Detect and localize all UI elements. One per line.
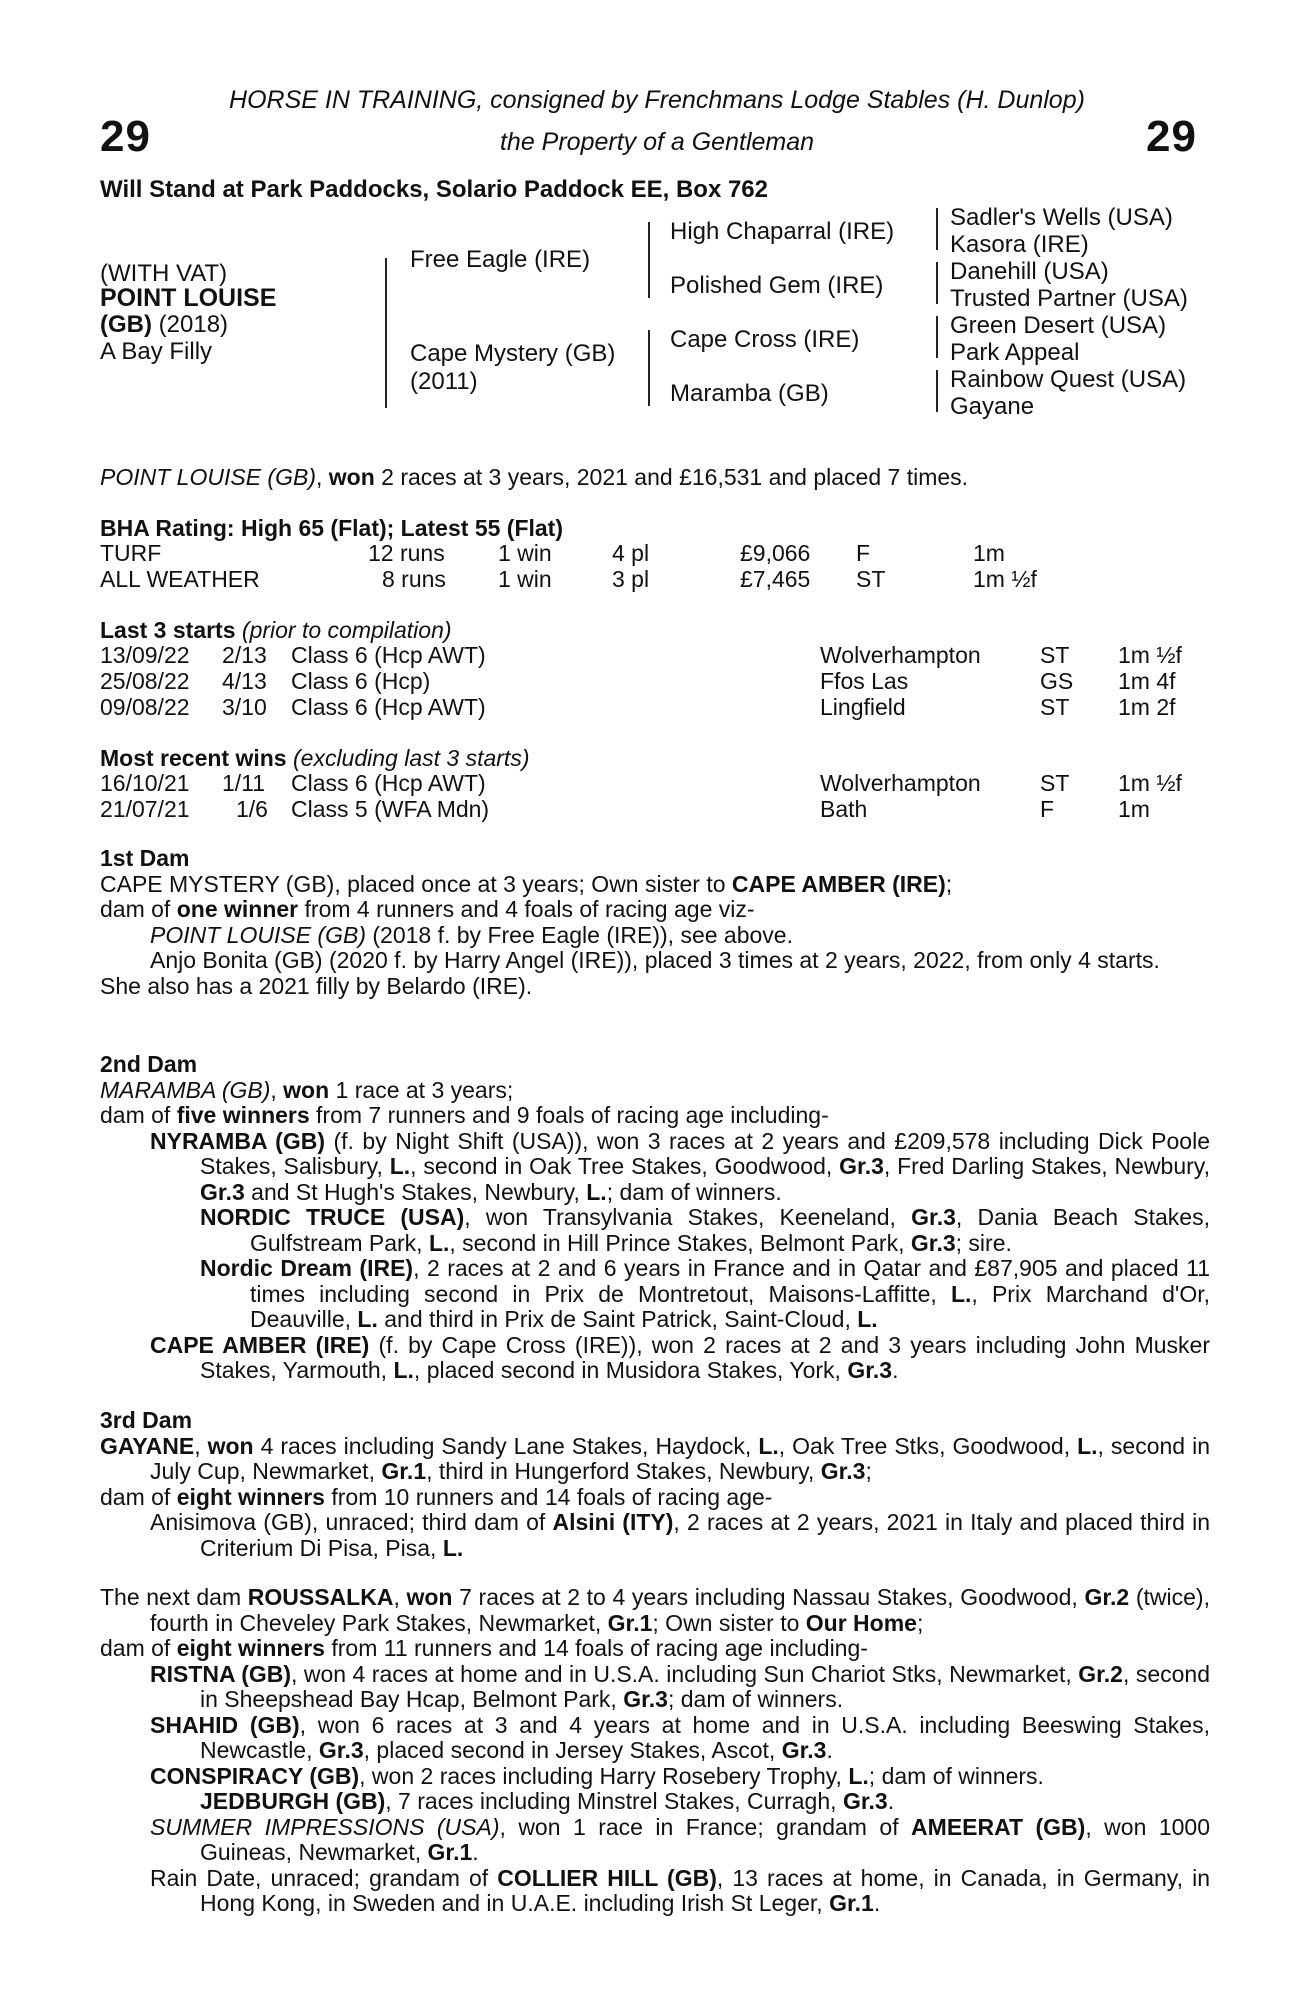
recent-course-2: Bath [820,796,868,822]
last3-dist-1: 1m ½f [1118,642,1182,668]
last3-course-2: Ffos Las [820,668,909,694]
vat-label: (WITH VAT) [100,260,228,287]
cape-amber-entry: CAPE AMBER (IRE) (f. by Cape Cross (IRE)), won 2 races at 2 and 3 years including John Musker Stakes, Yarmouth, L., placed second in Musidora Stakes, York, Gr.3. [150,1331,1210,1383]
last3-date-2: 25/08/22 [100,668,190,694]
first-dam-heading: 1st Dam [100,845,190,871]
pedigree-gen3-7: Rainbow Quest (USA) [950,366,1187,393]
rain-date-entry: Rain Date, unraced; grandam of COLLIER HILL (GB), 13 races at home, in Canada, in Germany, in Hong Kong, in Sweden and in U.A.E. including Irish St Leger, Gr.1. [150,1864,1210,1916]
horse-year: (2018) [158,311,229,338]
recent-pos-1: 1/11 [222,770,266,796]
rating-aw-pl: 3 pl [612,566,650,592]
last3-course-1: Wolverhampton [820,642,981,668]
rating-turf-pl: 4 pl [612,540,650,566]
race-summary: POINT LOUISE (GB), won 2 races at 3 years, 2021 and £16,531 and placed 7 times. [100,464,969,490]
pedigree-gen3-2: Kasora (IRE) [950,231,1089,258]
recent-race-1: Class 6 (Hcp AWT) [291,770,486,796]
last3-dist-3: 1m 2f [1118,694,1176,720]
rating-aw-going: ST [856,566,886,592]
last3-title: Last 3 starts [100,617,236,643]
sire-name: Free Eagle (IRE) [410,246,591,273]
dam-year: (2011) [410,368,478,395]
recent-dist-2: 1m [1118,796,1150,822]
rating-turf-dist: 1m [973,540,1005,566]
recent-note: (excluding last 3 starts) [286,745,530,771]
recent-race-2: Class 5 (WFA Mdn) [291,796,490,822]
pedigree-brace-sire [648,222,650,298]
third-dam-line2: dam of eight winners from 10 runners and 14 foals of racing age- [100,1483,773,1510]
next-dam-line2: dam of eight winners from 11 runners and 14 foals of racing age including- [100,1635,868,1661]
rating-aw-runs: 8 runs [382,566,446,592]
recent-title: Most recent wins [100,745,287,771]
dam-name: Cape Mystery (GB) [410,340,616,367]
consignment-line: HORSE IN TRAINING, consigned by Frenchmans Lodge Stables (H. Dunlop) [229,86,1085,114]
location-line: Will Stand at Park Paddocks, Solario Paddock EE, Box 762 [100,176,769,203]
second-dam-heading: 2nd Dam [100,1051,198,1077]
pedigree-gen3-3: Danehill (USA) [950,258,1109,285]
rating-aw-wins: 1 win [498,566,552,592]
pedigree-gen2-3: Cape Cross (IRE) [670,326,860,353]
roussalka-entry: The next dam ROUSSALKA, won 7 races at 2 to 4 years including Nassau Stakes, Goodwood, Gr.2 (twice), fourth in Cheveley Park Stakes, Newmarket, Gr.1; Own sister to Our Home; [100,1584,1210,1636]
next-dam-section [100,1585,1210,1917]
anisimova-entry: Anisimova (GB), unraced; third dam of Alsini (ITY), 2 races at 2 years, 2021 in Italy and placed third in Criterium Di Pisa, Pisa, L. [150,1509,1210,1561]
pedigree-gen2-2: Polished Gem (IRE) [670,272,884,299]
rating-turf-runs: 12 runs [368,540,445,566]
pedigree-gen3-5: Green Desert (USA) [950,312,1167,339]
second-dam-section [100,1052,1210,1384]
last3-race-3: Class 6 (Hcp AWT) [291,694,486,720]
shahid-entry: SHAHID (GB), won 6 races at 3 and 4 years at home and in U.S.A. including Beeswing Stakes, Newcastle, Gr.3, placed second in Jersey Stakes, Ascot, Gr.3. [150,1711,1210,1763]
last3-race-1: Class 6 (Hcp AWT) [291,642,486,668]
summary-name: POINT LOUISE (GB) [100,464,316,490]
horse-country: (GB) [100,311,152,338]
last3-pos-1: 2/13 [222,642,267,668]
ristna-entry: RISTNA (GB), won 4 races at home and in U.S.A. including Sun Chariot Stks, Newmarket, Gr.2, second in Sheepshead Bay Hcap, Belmont Park, Gr.3; dam of winners. [150,1660,1210,1712]
rating-turf-money: £9,066 [740,540,811,566]
recent-going-2: F [1040,796,1055,822]
bha-rating-heading: BHA Rating: High 65 (Flat); Latest 55 (Flat) [100,515,563,541]
gayane-entry: GAYANE, won 4 races including Sandy Lane Stakes, Haydock, L., Oak Tree Stks, Goodwood, L., second in July Cup, Newmarket, Gr.1, third in Hungerford Stakes, Newbury, Gr.3; [100,1432,1210,1484]
second-dam-line2: dam of five winners from 7 runners and 9 foals of racing age including- [100,1102,829,1128]
horse-description: A Bay Filly [100,338,213,365]
third-dam-heading: 3rd Dam [100,1407,193,1433]
first-dam-line5: She also has a 2021 filly by Belardo (IRE). [100,972,533,999]
last3-course-3: Lingfield [820,694,906,720]
rating-aw-dist: 1m ½f [973,566,1037,592]
pedigree-brace-g3c [936,316,938,358]
lot-number-left: 29 [100,112,151,161]
rating-aw-surface: ALL WEATHER [100,566,260,592]
last3-note: (prior to compilation) [235,617,452,643]
summary-won: won [328,464,375,490]
first-dam-produce-1: POINT LOUISE (GB) (2018 f. by Free Eagle (IRE)), see above. [150,921,793,948]
pedigree-brace-g3d [936,370,938,412]
rating-turf-going: F [856,540,871,566]
conspiracy-entry: CONSPIRACY (GB), won 2 races including Harry Rosebery Trophy, L.; dam of winners. [150,1762,1044,1789]
pedigree-brace-g3a [936,208,938,250]
second-dam-line1: MARAMBA (GB), won 1 race at 3 years; [100,1076,514,1103]
summary-rest: 2 races at 3 years, 2021 and £16,531 and placed 7 times. [374,464,969,490]
rating-turf-wins: 1 win [498,540,552,566]
last3-date-1: 13/09/22 [100,642,190,668]
last3-pos-3: 3/10 [222,694,267,720]
recent-date-1: 16/10/21 [100,770,190,796]
third-dam-section [100,1408,1210,1561]
pedigree-gen2-1: High Chaparral (IRE) [670,218,895,245]
recent-pos-2: 1/6 [236,796,268,822]
last3-going-2: GS [1040,668,1074,694]
pedigree-gen2-4: Maramba (GB) [670,380,829,407]
pedigree-gen3-4: Trusted Partner (USA) [950,285,1188,312]
property-line: the Property of a Gentleman [499,128,815,156]
recent-heading [100,745,529,772]
last3-going-3: ST [1040,694,1070,720]
pedigree-brace-dam [648,330,650,406]
pedigree-gen3-8: Gayane [950,393,1035,420]
recent-dist-1: 1m ½f [1118,770,1182,796]
pedigree-brace-g3b [936,262,938,304]
last3-going-1: ST [1040,642,1070,668]
pedigree-gen3-6: Park Appeal [950,339,1080,366]
last3-pos-2: 4/13 [222,668,267,694]
last3-date-3: 09/08/22 [100,694,190,720]
nordic-dream-entry: Nordic Dream (IRE), 2 races at 2 and 6 years in France and in Qatar and £87,905 and placed 11 times including second in Prix de Montretout, Maisons-Laffitte, L., Prix Marchand d'Or, Deauville, L. and third in Prix de Saint Patrick, Saint-Cloud, L. [200,1255,1211,1332]
last3-dist-2: 1m 4f [1118,668,1176,694]
first-dam-section [100,846,1210,999]
jedburgh-entry: JEDBURGH (GB), 7 races including Minstrel Stakes, Curragh, Gr.3. [200,1788,895,1814]
nordic-truce-entry: NORDIC TRUCE (USA), won Transylvania Stakes, Keeneland, Gr.3, Dania Beach Stakes, Gulfstream Park, L., second in Hill Prince Stakes, Belmont Park, Gr.3; sire. [200,1204,1210,1256]
last3-heading [100,617,452,644]
first-dam-produce-2: Anjo Bonita (GB) (2020 f. by Harry Angel (IRE)), placed 3 times at 2 years, 2022, from only 4 starts. [150,947,1160,973]
first-dam-line1: CAPE MYSTERY (GB), placed once at 3 years; Own sister to CAPE AMBER (IRE); [100,870,953,897]
summer-impressions-entry: SUMMER IMPRESSIONS (USA), won 1 race in France; grandam of AMEERAT (GB), won 1000 Guineas, Newmarket, Gr.1. [150,1813,1210,1865]
last3-race-2: Class 6 (Hcp) [291,668,431,694]
horse-name: POINT LOUISE [100,284,277,312]
rating-turf-surface: TURF [100,540,162,566]
recent-course-1: Wolverhampton [820,770,981,796]
rating-aw-money: £7,465 [740,566,811,592]
recent-going-1: ST [1040,770,1070,796]
first-dam-line2: dam of one winner from 4 runners and 4 foals of racing age viz- [100,896,755,922]
pedigree-gen3-1: Sadler's Wells (USA) [950,204,1173,231]
lot-number-right: 29 [1146,112,1197,161]
pedigree-brace-main [385,258,387,408]
recent-date-2: 21/07/21 [100,796,190,822]
nyramba-entry: NYRAMBA (GB) (f. by Night Shift (USA)), won 3 races at 2 years and £209,578 including Dick Poole Stakes, Salisbury, L., second in Oak Tree Stakes, Goodwood, Gr.3, Fred Darling Stakes, Newbury, Gr.3 and St Hugh's Stakes, Newbury, L.; dam of winners. [150,1127,1211,1205]
horse-country-year [100,311,228,339]
